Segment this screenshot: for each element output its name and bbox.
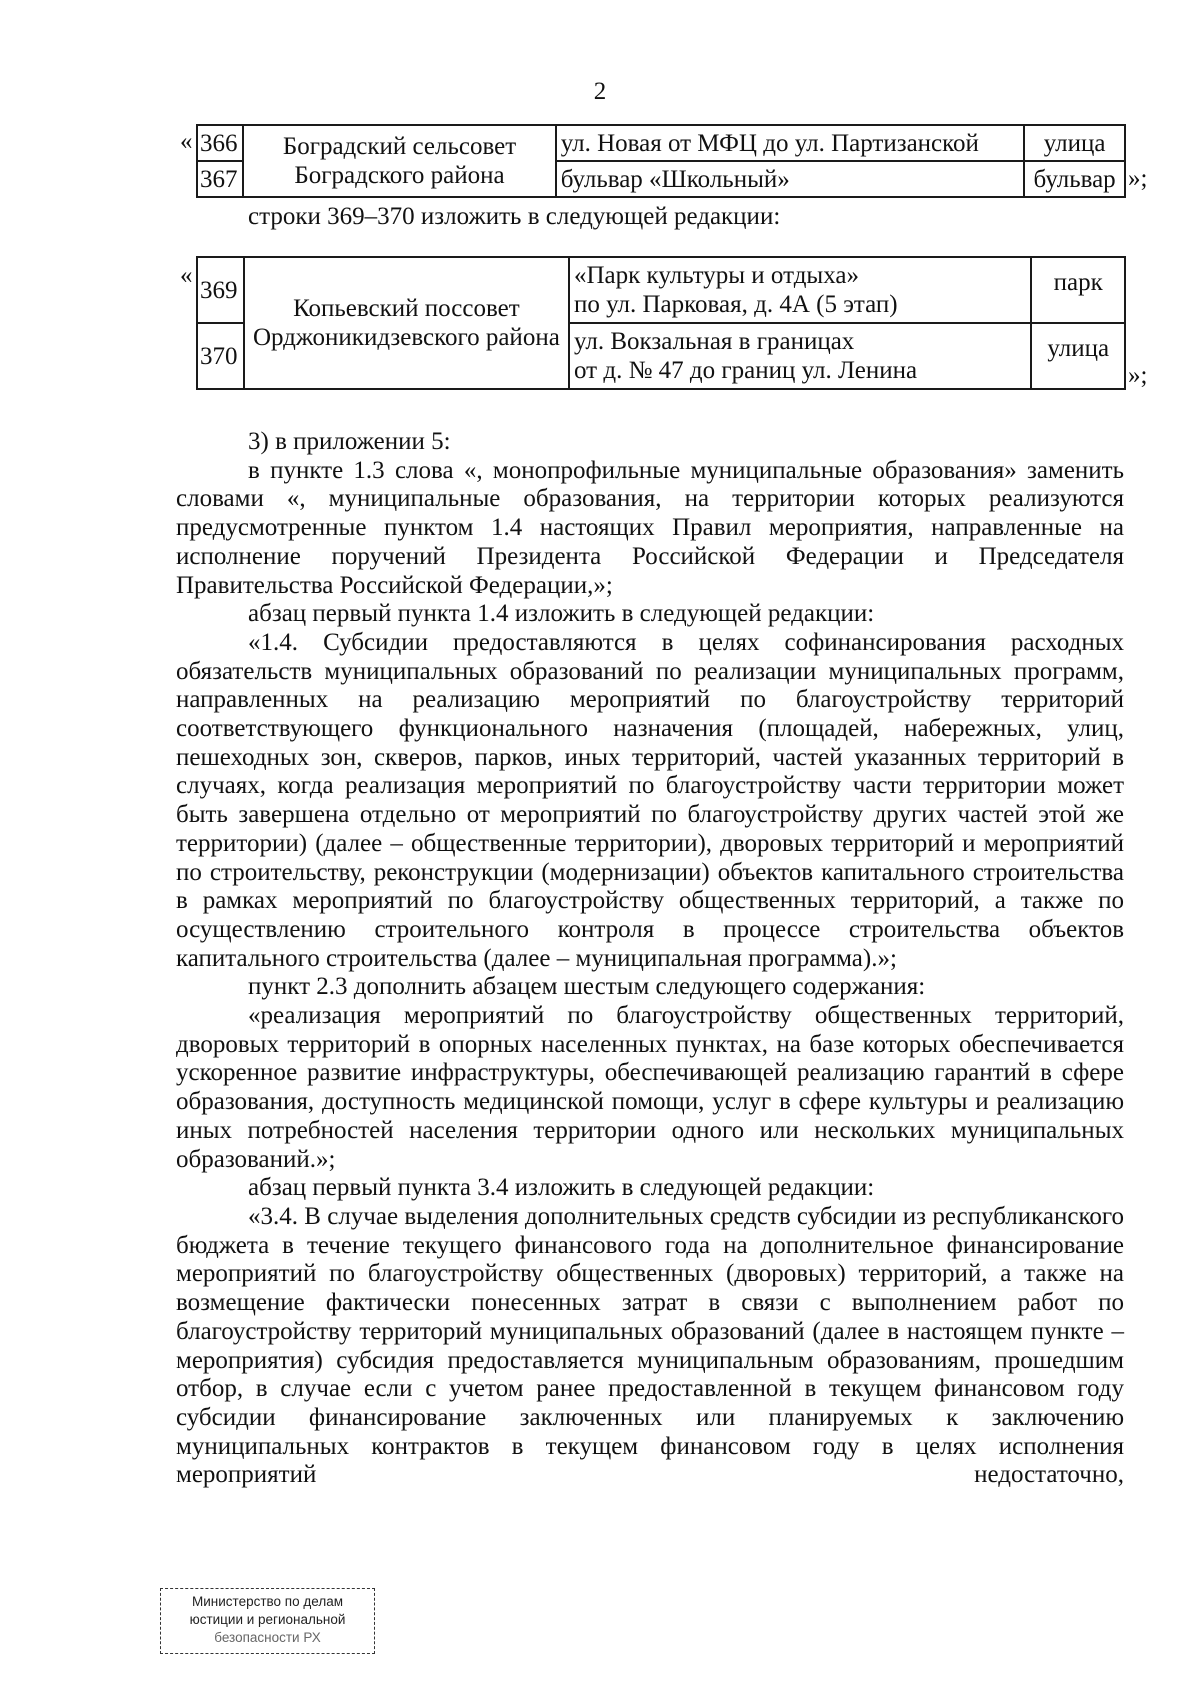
paragraph: абзац первый пункта 1.4 изложить в следующей редакции: [248,600,875,628]
ministry-stamp [160,1588,375,1654]
municipality-cell: Копьевский поссовет Орджоникидзевского района [244,257,569,389]
paragraph: абзац первый пункта 3.4 изложить в следующей редакции: [248,1174,875,1202]
type-cell: парк [1031,257,1125,323]
paragraph: в пункте 1.3 слова «, монопрофильные муниципальные образования» заменить словами «, муниципальные образования, на территории которых реализуются предусмотренные пунктом 1.4 настоящих Правил мероприятия, направленные на исполнение поручений Президента Российской Федерации и Председателя Правительства Российской Федерации,»; [176,456,1124,599]
object-line: ул. Вокзальная в границах [574,328,855,355]
object-cell: ул. Новая от МФЦ до ул. Партизанской [556,125,1025,161]
municipality-cell: Боградский сельсовет Боградского района [243,125,555,197]
document-body [176,428,1124,1490]
paragraph: пункт 2.3 дополнить абзацем шестым следующего содержания: [248,973,926,1001]
table-row [197,125,1125,161]
object-line: от д. № 47 до границ ул. Ленина [574,357,918,384]
table1-close-quote: »; [1128,165,1148,192]
object-cell: бульвар «Школьный» [556,161,1025,197]
table2-close-quote: »; [1128,362,1148,389]
row-number: 369 [197,257,244,323]
type-cell: бульвар [1024,161,1125,197]
row-number: 367 [197,161,243,197]
object-line: «Парк культуры и отдыха» [574,262,859,289]
table-row [197,257,1125,323]
object-cell [569,323,1031,389]
intro-line: строки 369–370 изложить в следующей редакции: [248,203,781,230]
stamp-line: юстиции и региональной [189,1612,346,1627]
stamp-line: Министерство по делам [192,1594,343,1609]
table1 [196,124,1126,198]
paragraph: 3) в приложении 5: [248,428,451,455]
object-cell [569,257,1031,323]
row-number: 370 [197,323,244,389]
page-number: 2 [593,78,607,105]
table2-open-quote: « [180,262,193,289]
object-line: по ул. Парковая, д. 4А (5 этап) [574,291,898,318]
paragraph: «3.4. В случае выделения дополнительных средств субсидии из республиканского бюджета в течение текущего финансового года на дополнительное финансирование мероприятий по благоустройству общественных (дворовых) территорий, а также на возмещение фактически понесенных затрат в связи с выполнением работ по благоустройству территорий муниципальных образований (далее в настоящем пункте – мероприятия) субсидия предоставляется муниципальным образованиям, прошедшим отбор, в случае если с учетом ранее предоставленной в текущем финансовом году субсидии финансирование заключенных или планируемых к заключению муниципальных контрактов в текущем финансовом году в целях исполнения мероприятий недостаточно, [176,1202,1124,1489]
type-cell: улица [1031,323,1125,389]
table2 [196,256,1126,390]
paragraph: «реализация мероприятий по благоустройству общественных территорий, дворовых территорий в опорных населенных пунктах, на базе которых обеспечивается ускоренное развитие инфраструктуры, обеспечивающей реализацию гарантий в сфере образования, доступность медицинской помощи, услуг в сфере культуры и реализацию иных потребностей населения территории одного или нескольких муниципальных образований.»; [176,1002,1124,1173]
type-cell: улица [1024,125,1125,161]
paragraph: «1.4. Субсидии предоставляются в целях софинансирования расходных обязательств муниципальных образований по реализации муниципальных программ, направленных на реализацию мероприятий по благоустройству территорий соответствующего функционального назначения (площадей, набережных, улиц, пешеходных зон, скверов, парков, иных территорий, частей указанных территорий в случаях, когда реализация мероприятий по благоустройству части территории может быть завершена отдельно от мероприятий по благоустройству других частей этой же территории) (далее – общественные территории), дворовых территорий и мероприятий по строительству, реконструкции (модернизации) объектов капитального строительства в рамках мероприятий по благоустройству общественных территорий, а также по осуществлению строительного контроля в процессе строительства объектов капитального строительства (далее – муниципальная программа).»; [176,628,1124,972]
stamp-line: безопасности РХ [214,1630,321,1645]
table1-open-quote: « [180,128,193,155]
row-number: 366 [197,125,243,161]
